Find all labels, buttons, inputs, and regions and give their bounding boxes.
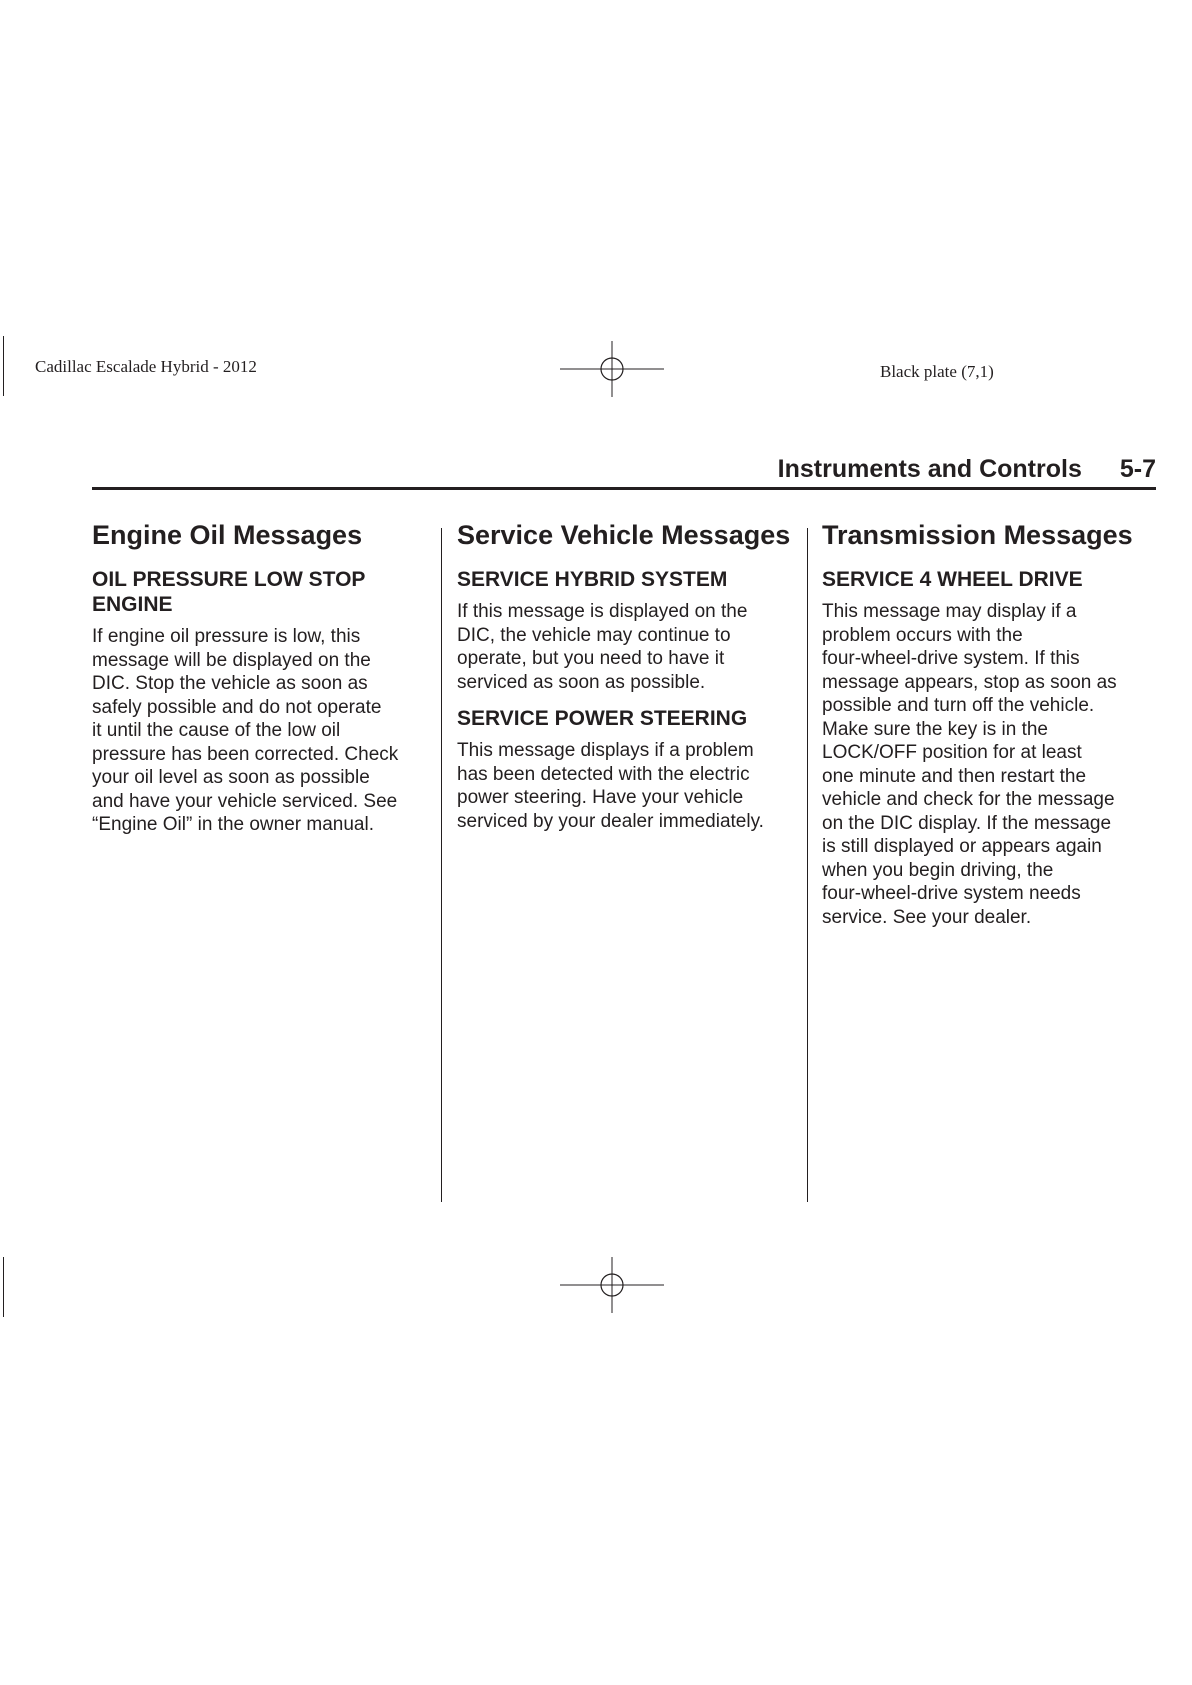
message-heading: SERVICE 4 WHEEL DRIVE: [822, 568, 1083, 592]
section-title: Transmission Messages: [822, 520, 1133, 550]
registration-mark-top: [560, 341, 664, 397]
message-body: This message displays if a problem has been detected with the electric power steering. Have your vehicle serviced by your dealer immediately.: [457, 740, 764, 832]
message-body: If engine oil pressure is low, this message will be displayed on the DIC. Stop the vehicle as soon as safely possible and do not operate it until the cause of the low oil pressure has been corrected. Check your oil level as soon as possible and have your vehicle serviced. See “Engine Oil” in the owner manual.: [92, 626, 399, 836]
crop-mark-bottom-left: [3, 1257, 4, 1317]
column-transmission: [822, 519, 1162, 941]
column-service-vehicle: [457, 519, 797, 845]
plate-label-right: Black plate (7,1): [880, 362, 994, 381]
message-heading: OIL PRESSURE LOW STOP ENGINE: [92, 568, 366, 617]
running-head: [778, 455, 1156, 484]
column-engine-oil: [92, 519, 430, 849]
plate-label-left: Cadillac Escalade Hybrid - 2012: [35, 357, 257, 376]
section-title: Service Vehicle Messages: [457, 520, 791, 550]
registration-mark-bottom: [560, 1257, 664, 1313]
crop-mark-top-left: [3, 336, 4, 396]
page-number: 5-7: [1119, 455, 1156, 483]
section-title: Engine Oil Messages: [92, 520, 363, 550]
column-divider-1: [441, 528, 442, 1202]
message-body: If this message is displayed on the DIC, the vehicle may continue to operate, but you need to have it serviced as soon as possible.: [457, 601, 748, 693]
column-divider-2: [807, 528, 808, 1202]
header-rule: [92, 487, 1156, 490]
message-heading: SERVICE HYBRID SYSTEM: [457, 568, 728, 592]
running-head-section: Instruments and Controls: [777, 455, 1082, 483]
message-body: This message may display if a problem occurs with the four-wheel-drive system. If this message appears, stop as soon as possible and turn off the vehicle. Make sure the key is in the LOCK/OFF position for at least one minute and then restart the vehicle and check for the message on the DIC display. If the message is still displayed or appears again when you begin driving, the four-wheel-drive system needs service. See your dealer.: [822, 601, 1117, 928]
message-heading: SERVICE POWER STEERING: [457, 707, 748, 731]
